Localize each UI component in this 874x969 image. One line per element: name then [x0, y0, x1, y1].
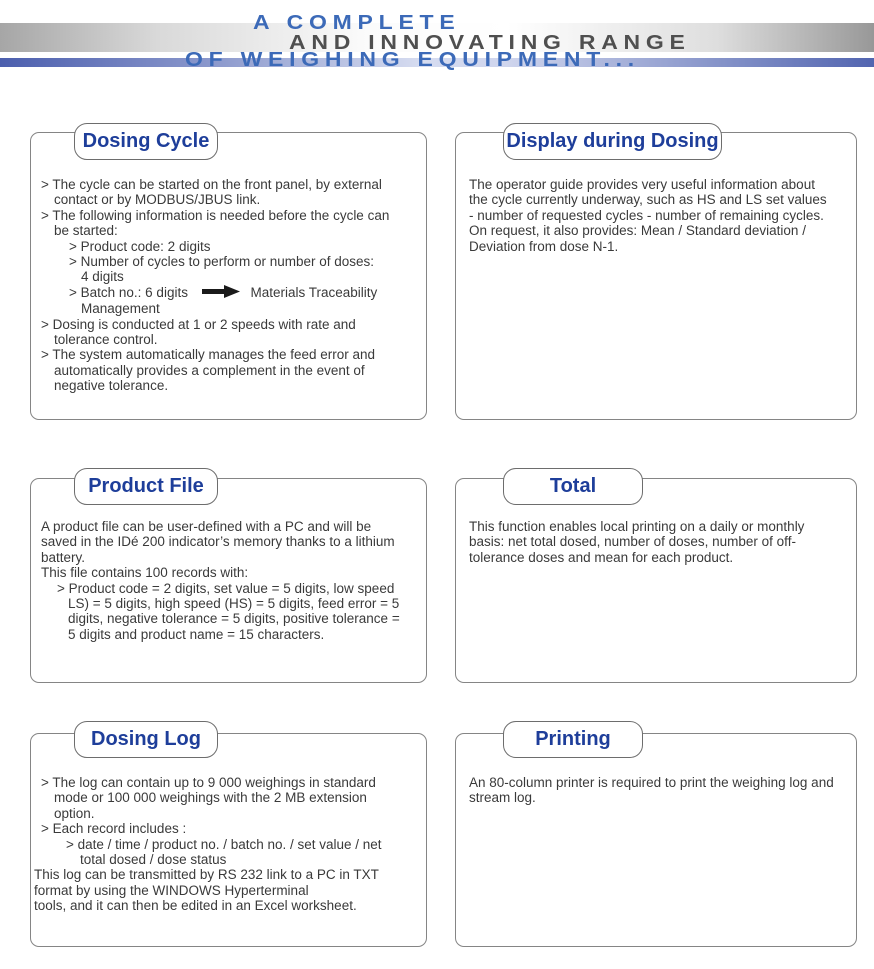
text-line: saved in the IDé 200 indicator’s memory thanks to a lithium — [41, 534, 395, 550]
header-title-line1: A COMPLETE — [253, 12, 461, 34]
text-line: automatically provides a complement in the event of — [54, 362, 365, 378]
product-file-title-tab — [74, 468, 218, 505]
text-line: > Product code = 2 digits, set value = 5 digits, low speed — [57, 580, 395, 596]
panel-printing — [455, 728, 857, 947]
text-line: - number of requested cycles - number of remaining cycles. — [469, 207, 824, 223]
panel-dosing-cycle — [30, 132, 427, 420]
printing-title-tab — [503, 721, 643, 758]
text-line: contact or by MODBUS/JBUS link. — [54, 192, 261, 208]
text-line: tolerance doses and mean for each product. — [469, 549, 734, 565]
header-title-line2: AND INNOVATING RANGE — [289, 32, 691, 54]
text-line: Management — [81, 301, 160, 317]
panel-title: Dosing Cycle — [82, 130, 210, 152]
text-line: the cycle currently underway, such as HS and LS set values — [469, 192, 827, 208]
panel-title: Display during Dosing — [506, 130, 719, 152]
text-line: A product file can be user-defined with a PC and will be — [41, 519, 372, 534]
header-title-line3: OF WEIGHING EQUIPMENT... — [185, 49, 640, 71]
text-line: > The system automatically manages the feed error and — [41, 347, 376, 363]
text-line: option. — [54, 805, 95, 821]
text-line: > The cycle can be started on the front panel, by external — [41, 177, 382, 192]
panel-title: Total — [549, 475, 597, 497]
text-line: This file contains 100 records with: — [41, 565, 249, 581]
display-during-dosing-content — [459, 177, 852, 254]
text-line: battery. — [41, 549, 86, 565]
text-line: Materials Traceability — [250, 284, 378, 300]
dosing-cycle-content — [31, 177, 422, 394]
text-line: negative tolerance. — [54, 378, 169, 394]
text-line: > Number of cycles to perform or number of doses: — [69, 254, 375, 270]
panel-title: Product File — [88, 475, 204, 497]
text-line: mode or 100 000 weighings with the 2 MB extension — [54, 790, 367, 806]
text-line: On request, it also provides: Mean / Standard deviation / — [469, 223, 806, 239]
text-line: > The log can contain up to 9 000 weighings in standard — [41, 775, 376, 790]
dosing-log-content — [31, 775, 422, 914]
total-content — [459, 519, 852, 565]
text-line: Deviation from dose N-1. — [469, 238, 619, 254]
text-line: 5 digits and product name = 15 characters. — [68, 626, 325, 642]
panel-product-file — [30, 475, 427, 683]
text-line: tools, and it can then be edited in an Excel worksheet. — [34, 898, 357, 914]
printing-content — [459, 775, 852, 806]
display-during-dosing-title-tab — [503, 123, 722, 160]
text-line: format by using the WINDOWS Hyperterminal — [34, 882, 309, 898]
text-line: > Product code: 2 digits — [69, 238, 211, 254]
text-line: basis: net total dosed, number of doses, number of off- — [469, 534, 796, 550]
text-line: 4 digits — [81, 269, 124, 285]
text-line: An 80-column printer is required to print the weighing log and — [469, 775, 834, 790]
text-line: This function enables local printing on a daily or monthly — [469, 519, 805, 534]
text-line: tolerance control. — [54, 332, 158, 348]
text-line: > date / time / product no. / batch no. / set value / net — [66, 836, 382, 852]
text-line: > Dosing is conducted at 1 or 2 speeds with rate and — [41, 316, 356, 332]
panel-title: Dosing Log — [91, 728, 201, 750]
batch-traceability-line — [31, 285, 422, 301]
panel-display-during-dosing — [455, 132, 857, 420]
right-arrow-icon — [202, 285, 240, 301]
dosing-log-title-tab — [74, 721, 218, 758]
text-line: be started: — [54, 223, 118, 239]
text-line: This log can be transmitted by RS 232 link to a PC in TXT — [34, 867, 379, 883]
text-line: total dosed / dose status — [80, 852, 227, 868]
text-line: The operator guide provides very useful information about — [469, 177, 815, 192]
text-line: > Batch no.: 6 digits — [69, 284, 188, 300]
dosing-cycle-title-tab — [74, 123, 218, 160]
total-title-tab — [503, 468, 643, 505]
text-line: > The following information is needed before the cycle can — [41, 207, 390, 223]
text-line: stream log. — [469, 790, 536, 806]
panel-dosing-log — [30, 728, 427, 947]
panel-title: Printing — [535, 728, 611, 750]
product-file-content — [31, 519, 422, 642]
text-line: digits, negative tolerance = 5 digits, positive tolerance = — [68, 611, 400, 627]
panel-total — [455, 475, 857, 683]
text-line: > Each record includes : — [41, 821, 187, 837]
text-line: LS) = 5 digits, high speed (HS) = 5 digits, feed error = 5 — [68, 596, 400, 612]
